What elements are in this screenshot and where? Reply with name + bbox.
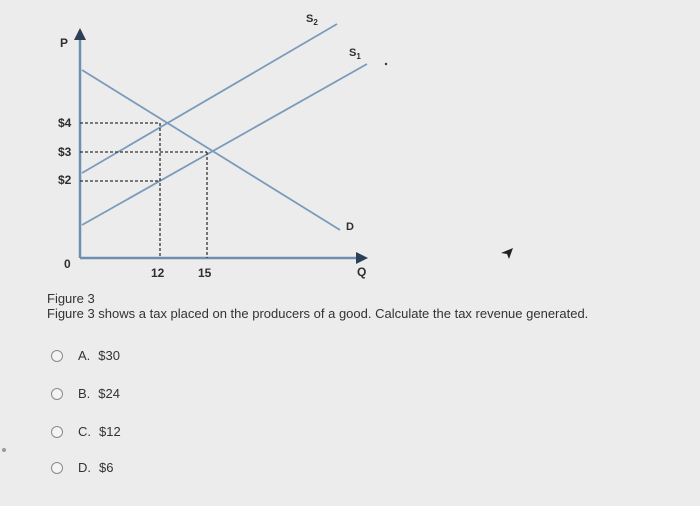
option-letter-d: D.	[78, 460, 91, 475]
option-letter-a: A.	[78, 348, 91, 363]
quantity-tick-15: 15	[198, 266, 212, 280]
price-tick-3: $3	[58, 145, 72, 159]
label-demand: D	[346, 221, 354, 233]
question-text: Figure 3 shows a tax placed on the producers of a good. Calculate the tax revenue generated.	[47, 306, 589, 321]
radio-button-b[interactable]	[51, 388, 63, 400]
y-axis-label: P	[60, 36, 69, 50]
answer-option-d[interactable]	[47, 460, 113, 475]
y-axis-arrow	[74, 28, 86, 40]
x-axis-label: Q	[357, 265, 367, 279]
supply-curve-s1	[82, 64, 367, 225]
edge-dot	[2, 448, 6, 452]
x-axis-arrow	[356, 252, 368, 264]
option-text-a: $30	[98, 348, 120, 363]
stray-dot	[385, 63, 387, 65]
answer-option-b[interactable]	[47, 386, 120, 401]
price-tick-4: $4	[58, 116, 72, 130]
supply-curve-s2	[82, 24, 337, 173]
answer-option-a[interactable]	[47, 348, 120, 363]
radio-button-a[interactable]	[51, 350, 63, 362]
answer-option-c[interactable]	[47, 424, 121, 439]
option-text-c: $12	[99, 424, 121, 439]
option-text-b: $24	[98, 386, 120, 401]
radio-button-d[interactable]	[51, 462, 63, 474]
label-s1: $S_1$	[349, 47, 361, 61]
option-text-d: $6	[99, 460, 114, 475]
quantity-tick-12: 12	[151, 266, 165, 280]
radio-button-c[interactable]	[51, 426, 63, 438]
figure-title: Figure 3	[47, 291, 95, 306]
mouse-cursor-icon	[500, 246, 514, 260]
option-letter-c: C.	[78, 424, 91, 439]
price-tick-2: $2	[58, 173, 72, 187]
option-letter-b: B.	[78, 386, 91, 401]
origin-label: 0	[64, 257, 71, 271]
label-s2: $S_2$	[306, 13, 318, 27]
